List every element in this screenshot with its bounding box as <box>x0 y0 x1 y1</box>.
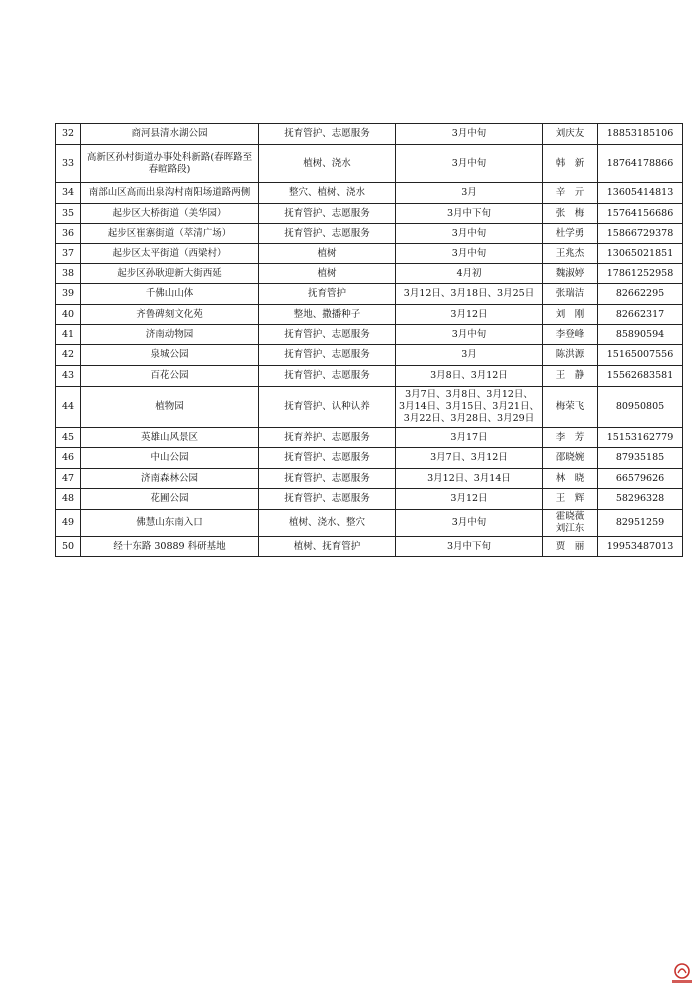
time-cell: 3月中旬 <box>396 124 543 145</box>
activity-cell: 抚育管护、志愿服务 <box>259 345 396 366</box>
location-cell: 中山公园 <box>81 448 259 469</box>
phone-cell: 82951259 <box>598 510 683 537</box>
phone-cell: 17861252958 <box>598 264 683 284</box>
time-cell: 3月17日 <box>396 428 543 448</box>
location-cell: 泉城公园 <box>81 345 259 366</box>
location-cell: 佛慧山东南入口 <box>81 510 259 537</box>
location-cell: 商河县清水湖公园 <box>81 124 259 145</box>
row-number: 48 <box>56 489 81 510</box>
location-cell: 百花公园 <box>81 366 259 387</box>
time-line: 3月7日、3月8日、3月12日、 <box>405 389 533 400</box>
phone-cell: 58296328 <box>598 489 683 510</box>
contact-cell: 刘 刚 <box>543 305 598 325</box>
phone-cell: 18853185106 <box>598 124 683 145</box>
activity-cell: 植树、抚育管护 <box>259 537 396 557</box>
row-number: 42 <box>56 345 81 366</box>
table-row <box>56 387 683 428</box>
activity-cell: 植树、浇水 <box>259 145 396 183</box>
time-cell: 3月中旬 <box>396 510 543 537</box>
location-cell: 花圃公园 <box>81 489 259 510</box>
location-cell: 南部山区高而出泉沟村南阳场道路两侧 <box>81 183 259 204</box>
row-number: 49 <box>56 510 81 537</box>
activity-cell: 抚育管护 <box>259 284 396 305</box>
table-row <box>56 489 683 510</box>
table-row <box>56 510 683 537</box>
contact-line: 刘江东 <box>555 523 585 534</box>
table-row <box>56 366 683 387</box>
row-number: 47 <box>56 469 81 489</box>
row-number: 36 <box>56 224 81 244</box>
contact-cell: 梅荣飞 <box>543 387 598 428</box>
time-cell: 3月12日 <box>396 489 543 510</box>
time-line: 3月14日、3月15日、3月21日、 <box>399 401 539 412</box>
activity-cell: 抚育管护、志愿服务 <box>259 325 396 345</box>
activity-cell: 抚育管护、志愿服务 <box>259 489 396 510</box>
row-number: 41 <box>56 325 81 345</box>
row-number: 50 <box>56 537 81 557</box>
table-row <box>56 428 683 448</box>
activity-cell: 抚育管护、志愿服务 <box>259 224 396 244</box>
activity-cell: 抚育管护、志愿服务 <box>259 204 396 224</box>
contact-cell: 王兆杰 <box>543 244 598 264</box>
time-cell <box>396 387 543 428</box>
location-cell: 起步区孙耿迎新大街西延 <box>81 264 259 284</box>
phone-cell: 15165007556 <box>598 345 683 366</box>
time-cell: 3月12日、3月14日 <box>396 469 543 489</box>
time-cell: 3月 <box>396 183 543 204</box>
phone-cell: 87935185 <box>598 448 683 469</box>
time-cell: 3月7日、3月12日 <box>396 448 543 469</box>
row-number: 32 <box>56 124 81 145</box>
contact-cell: 李登峰 <box>543 325 598 345</box>
activity-cell: 抚育养护、志愿服务 <box>259 428 396 448</box>
phone-cell: 82662317 <box>598 305 683 325</box>
time-line: 3月22日、3月28日、3月29日 <box>403 413 535 424</box>
planting-schedule-table <box>55 123 683 557</box>
location-cell: 起步区崔寨街道（萃清广场） <box>81 224 259 244</box>
phone-cell: 85890594 <box>598 325 683 345</box>
phone-cell: 15764156686 <box>598 204 683 224</box>
location-cell: 植物园 <box>81 387 259 428</box>
phone-cell: 18764178866 <box>598 145 683 183</box>
table-row <box>56 469 683 489</box>
activity-cell: 抚育管护、认种认养 <box>259 387 396 428</box>
activity-cell: 抚育管护、志愿服务 <box>259 469 396 489</box>
phone-cell: 80950805 <box>598 387 683 428</box>
row-number: 40 <box>56 305 81 325</box>
phone-cell: 15866729378 <box>598 224 683 244</box>
table-row <box>56 204 683 224</box>
time-cell: 3月中下旬 <box>396 537 543 557</box>
contact-cell: 辛 亓 <box>543 183 598 204</box>
time-cell: 4月初 <box>396 264 543 284</box>
time-cell: 3月中旬 <box>396 244 543 264</box>
table-row <box>56 537 683 557</box>
contact-cell: 王 辉 <box>543 489 598 510</box>
site-logo-icon <box>670 962 694 984</box>
table-row <box>56 183 683 204</box>
phone-cell: 13605414813 <box>598 183 683 204</box>
contact-cell: 邵晓婉 <box>543 448 598 469</box>
row-number: 35 <box>56 204 81 224</box>
time-cell: 3月 <box>396 345 543 366</box>
time-cell: 3月中旬 <box>396 224 543 244</box>
contact-cell: 刘庆友 <box>543 124 598 145</box>
contact-cell: 李 芳 <box>543 428 598 448</box>
activity-cell: 抚育管护、志愿服务 <box>259 366 396 387</box>
contact-cell: 魏淑婷 <box>543 264 598 284</box>
time-cell: 3月12日、3月18日、3月25日 <box>396 284 543 305</box>
activity-cell: 植树、浇水、整穴 <box>259 510 396 537</box>
activity-cell: 整穴、植树、浇水 <box>259 183 396 204</box>
table-row <box>56 305 683 325</box>
phone-cell: 15153162779 <box>598 428 683 448</box>
table-row <box>56 224 683 244</box>
contact-cell: 陈洪源 <box>543 345 598 366</box>
time-cell: 3月12日 <box>396 305 543 325</box>
activity-cell: 抚育管护、志愿服务 <box>259 124 396 145</box>
location-cell: 齐鲁碑刻文化苑 <box>81 305 259 325</box>
phone-cell: 13065021851 <box>598 244 683 264</box>
table-row <box>56 284 683 305</box>
table-row <box>56 345 683 366</box>
time-cell: 3月8日、3月12日 <box>396 366 543 387</box>
table-row <box>56 325 683 345</box>
time-cell: 3月中下旬 <box>396 204 543 224</box>
contact-cell: 张瑞洁 <box>543 284 598 305</box>
row-number: 33 <box>56 145 81 183</box>
time-cell: 3月中旬 <box>396 145 543 183</box>
contact-cell: 林 晓 <box>543 469 598 489</box>
row-number: 45 <box>56 428 81 448</box>
table-row <box>56 244 683 264</box>
location-cell: 济南森林公园 <box>81 469 259 489</box>
row-number: 39 <box>56 284 81 305</box>
activity-cell: 抚育管护、志愿服务 <box>259 448 396 469</box>
location-cell: 千佛山山体 <box>81 284 259 305</box>
location-cell: 起步区太平街道（西梁村） <box>81 244 259 264</box>
activity-cell: 整地、撒播种子 <box>259 305 396 325</box>
phone-cell: 15562683581 <box>598 366 683 387</box>
activity-cell: 植树 <box>259 264 396 284</box>
contact-cell <box>543 510 598 537</box>
location-cell: 经十东路 30889 科研基地 <box>81 537 259 557</box>
activity-cell: 植树 <box>259 244 396 264</box>
table-row <box>56 264 683 284</box>
phone-cell: 82662295 <box>598 284 683 305</box>
row-number: 43 <box>56 366 81 387</box>
contact-cell: 王 静 <box>543 366 598 387</box>
row-number: 34 <box>56 183 81 204</box>
row-number: 38 <box>56 264 81 284</box>
contact-cell: 杜学勇 <box>543 224 598 244</box>
contact-cell: 张 梅 <box>543 204 598 224</box>
table-row <box>56 145 683 183</box>
location-cell: 济南动物园 <box>81 325 259 345</box>
table-row <box>56 124 683 145</box>
location-cell: 英雄山风景区 <box>81 428 259 448</box>
phone-cell: 19953487013 <box>598 537 683 557</box>
phone-cell: 66579626 <box>598 469 683 489</box>
row-number: 44 <box>56 387 81 428</box>
table-row <box>56 448 683 469</box>
contact-line: 霍晓薇 <box>555 511 585 522</box>
contact-cell: 韩 新 <box>543 145 598 183</box>
time-cell: 3月中旬 <box>396 325 543 345</box>
contact-cell: 贾 丽 <box>543 537 598 557</box>
row-number: 37 <box>56 244 81 264</box>
location-cell: 起步区大桥街道（美华园） <box>81 204 259 224</box>
row-number: 46 <box>56 448 81 469</box>
location-cell: 高新区孙村街道办事处科新路(春晖路至春暄路段) <box>81 145 259 183</box>
